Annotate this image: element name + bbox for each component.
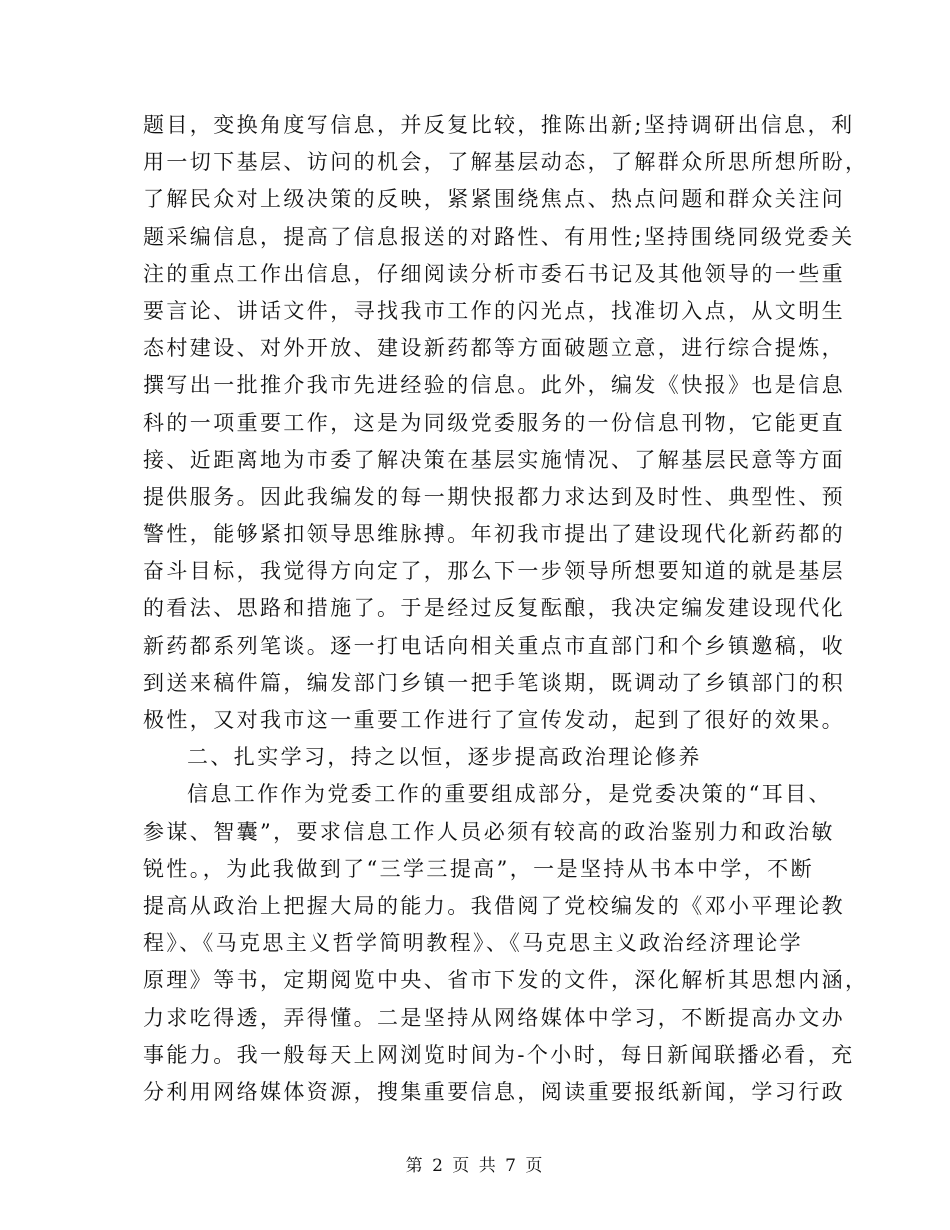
text-line: 提供服务。因此我编发的每一期快报都力求达到及时性、典型性、预 — [143, 484, 845, 509]
text-line: 锐性。，为此我做到了“三学三提高”，一是坚持从书本中学，不断 — [143, 856, 814, 881]
text-line: 注的重点工作出信息，仔细阅读分析市委石书记及其他领导的一些重 — [143, 261, 845, 286]
text-line: 用一切下基层、访问的机会，了解基层动态，了解群众所思所想所盼， — [143, 150, 869, 175]
text-line: 要言论、讲话文件，寻找我市工作的闪光点，找准切入点，从文明生 — [143, 298, 845, 323]
text-line: 题目，变换角度写信息，并反复比较，推陈出新;坚持调研出信息，利 — [143, 113, 855, 137]
text-line: 态村建设、对外开放、建设新药都等方面破题立意，进行综合提炼， — [143, 336, 845, 361]
text-line: 撰写出一批推介我市先进经验的信息。此外，编发《快报》也是信息 — [143, 373, 845, 398]
text-line: 参谋、智囊”，要求信息工作人员必须有较高的政治鉴别力和政治敏 — [143, 819, 835, 844]
page-number: 第 2 页 共 7 页 — [405, 1156, 545, 1176]
text-line: 提高从政治上把握大局的能力。我借阅了党校编发的《邓小平理论教 — [143, 893, 845, 918]
text-line: 新药都系列笔谈。逐一打电话向相关重点市直部门和个乡镇邀稿，收 — [143, 633, 845, 658]
text-line: 到送来稿件篇，编发部门乡镇一把手笔谈期，既调动了乡镇部门的积 — [143, 670, 845, 695]
text-line: 题采编信息，提高了信息报送的对路性、有用性;坚持围绕同级党委关 — [143, 224, 855, 249]
text-line: 事能力。我一般每天上网浏览时间为-个小时，每日新闻联播必看，充 — [143, 1042, 855, 1067]
paragraph-first-line: 信息工作作为党委工作的重要组成部分，是党委决策的“耳目、 — [187, 782, 832, 807]
text-line: 分利用网络媒体资源，搜集重要信息，阅读重要报纸新闻，学习行政 — [143, 1079, 845, 1104]
text-line: 原理》等书，定期阅览中央、省市下发的文件，深化解析其思想内涵， — [143, 968, 869, 993]
text-line: 科的一项重要工作，这是为同级党委服务的一份信息刊物，它能更直 — [143, 410, 845, 435]
section-heading: 二、扎实学习，持之以恒，逐步提高政治理论修养 — [187, 745, 702, 770]
text-line: 警性，能够紧扣领导思维脉搏。年初我市提出了建设现代化新药都的 — [143, 522, 845, 547]
document-body — [143, 107, 869, 1111]
text-line: 奋斗目标，我觉得方向定了，那么下一步领导所想要知道的就是基层 — [143, 559, 845, 584]
text-line: 接、近距离地为市委了解决策在基层实施情况、了解基层民意等方面 — [143, 447, 845, 472]
text-line: 了解民众对上级决策的反映，紧紧围绕焦点、热点问题和群众关注问 — [143, 187, 845, 212]
text-line: 极性，又对我市这一重要工作进行了宣传发动，起到了很好的效果。 — [143, 708, 845, 732]
text-line: 程》、《马克思主义哲学简明教程》、《马克思主义政治经济理论学 — [143, 931, 803, 956]
text-line: 力求吃得透，弄得懂。二是坚持从网络媒体中学习，不断提高办文办 — [143, 1005, 845, 1030]
text-line: 的看法、思路和措施了。于是经过反复酝酿，我决定编发建设现代化 — [143, 596, 845, 621]
